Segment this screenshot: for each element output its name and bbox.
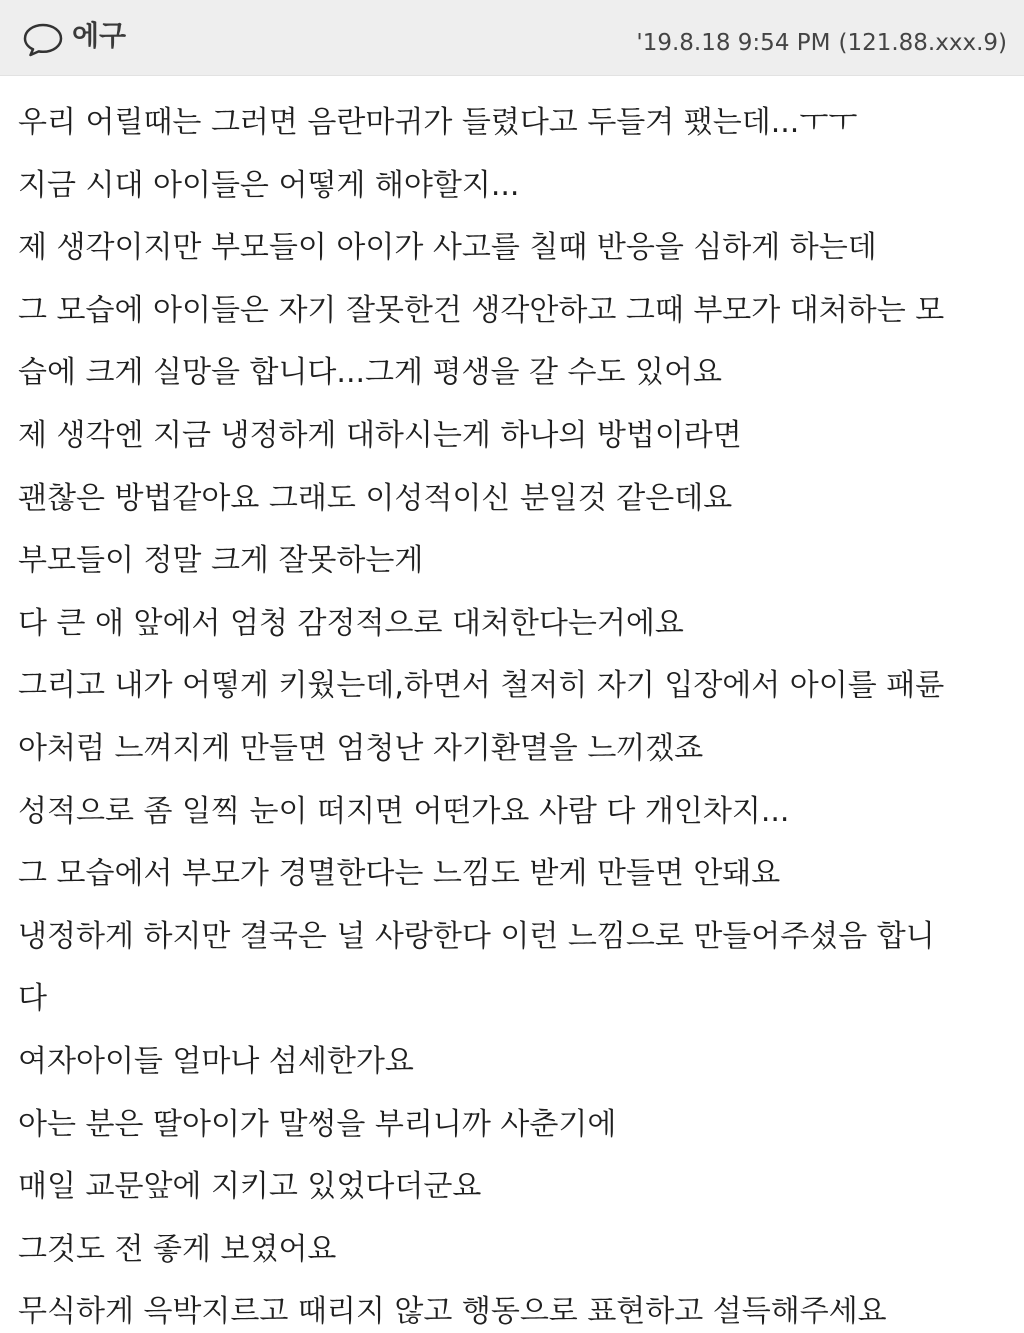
comment-line: 매일 교문앞에 지키고 있었다더군요 (18, 1169, 482, 1205)
comment-date: '19.8.18 9:54 PM (636, 30, 831, 56)
comment-line: 부모들이 정말 크게 잘못하는게 (18, 543, 424, 579)
comment-line: 그 모습에서 부모가 경멸한다는 느낌도 받게 만들면 안돼요 (18, 856, 781, 892)
comment-body (18, 92, 1008, 1333)
comment-line: 아는 분은 딸아이가 말썽을 부리니까 사춘기에 (18, 1106, 617, 1142)
comment-line: 다 (18, 981, 47, 1017)
comment-line: 아처럼 느껴지게 만들면 엄청난 자기환멸을 느끼겠죠 (18, 730, 704, 766)
speech-bubble-icon (22, 22, 64, 58)
comment-line: 성적으로 좀 일찍 눈이 떠지면 어떤가요 사람 다 개인차지... (18, 793, 790, 829)
comment-line: 습에 크게 실망을 합니다...그게 평생을 갈 수도 있어요 (18, 355, 722, 391)
comment-line: 냉정하게 하지만 결국은 널 사랑한다 이런 느낌으로 만들어주셨음 합니 (18, 918, 935, 954)
comment-line: 지금 시대 아이들은 어떻게 해야할지... (18, 167, 520, 203)
comment-line: 그것도 전 좋게 보였어요 (18, 1231, 337, 1267)
comment-line: 그리고 내가 어떻게 키웠는데,하면서 철저히 자기 입장에서 아이를 패륜 (18, 668, 945, 704)
comment-line: 괜찮은 방법같아요 그래도 이성적이신 분일것 같은데요 (18, 480, 733, 516)
comment-header (0, 0, 1024, 76)
comment-line: 제 생각엔 지금 냉정하게 대하시는게 하나의 방법이라면 (18, 417, 742, 453)
comment-line: 우리 어릴때는 그러면 음란마귀가 들렸다고 두들겨 팼는데...ㅜㅜ (18, 105, 858, 140)
comment-author[interactable]: 에구 (72, 19, 127, 52)
comment-meta (636, 27, 1007, 59)
comment-line: 여자아이들 얼마나 섬세한가요 (18, 1043, 414, 1079)
comment-line: 다 큰 애 앞에서 엄청 감정적으로 대처한다는거에요 (18, 605, 684, 641)
comment-line: 그 모습에 아이들은 자기 잘못한건 생각안하고 그때 부모가 대처하는 모 (18, 292, 945, 328)
comment-line: 제 생각이지만 부모들이 아이가 사고를 칠때 반응을 심하게 하는데 (18, 230, 877, 266)
comment-line: 무식하게 윽박지르고 때리지 않고 행동으로 표현하고 설득해주세요 (18, 1294, 887, 1330)
comment-ip: (121.88.xxx.9) (838, 30, 1007, 56)
